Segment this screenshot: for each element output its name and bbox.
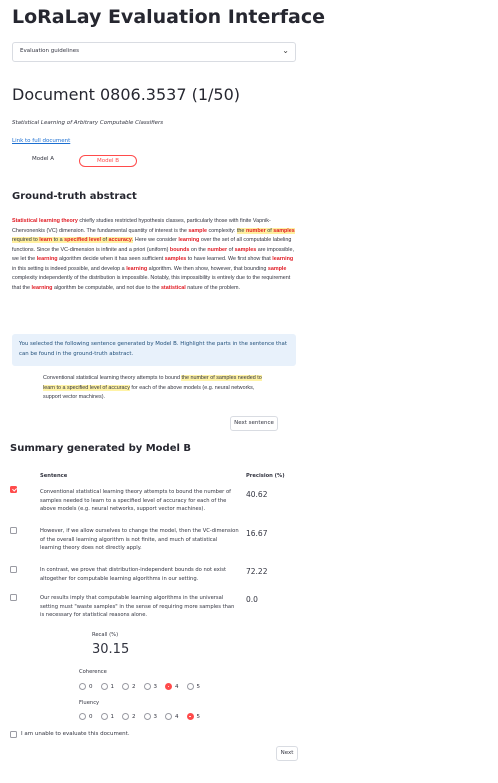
radio-label: 4 xyxy=(175,713,179,720)
radio-label: 1 xyxy=(110,683,114,690)
fluency-option-2[interactable] xyxy=(122,713,136,720)
radio-label: 5 xyxy=(196,683,200,690)
selected-sentence[interactable]: Conventional statistical learning theory attempts to bound the number of samples needed to learn to a specified level of accuracy for each of the above models (e.g. neural networks, support vector machines). xyxy=(43,375,262,401)
unable-label: I am unable to evaluate this document. xyxy=(21,731,130,737)
app-title: LoRaLay Evaluation Interface xyxy=(12,6,325,28)
tab-model-a[interactable]: Model A xyxy=(32,156,55,162)
next-button[interactable]: Next xyxy=(276,746,298,761)
document-heading: Document 0806.3537 (1/50) xyxy=(12,85,240,104)
fluency-option-5[interactable] xyxy=(187,713,201,720)
radio-circle-icon xyxy=(144,713,151,720)
unable-checkbox[interactable] xyxy=(10,731,17,738)
info-text: You selected the following sentence generated by Model B. Highlight the parts in the sentence that can be found in the ground-truth abstract. xyxy=(19,341,287,357)
fluency-option-4[interactable] xyxy=(165,713,179,720)
radio-circle-icon xyxy=(165,683,172,690)
next-sentence-button[interactable]: Next sentence xyxy=(230,416,278,431)
radio-label: 2 xyxy=(132,713,136,720)
guidelines-label: Evaluation guidelines xyxy=(20,48,79,54)
recall-value: 30.15 xyxy=(92,642,130,657)
coherence-option-3[interactable] xyxy=(144,683,158,690)
coherence-option-5[interactable] xyxy=(187,683,201,690)
radio-circle-icon xyxy=(187,683,194,690)
coherence-label: Coherence xyxy=(79,669,107,675)
sentence-text: Our results imply that computable learning algorithms in the universal setting must "waste samples" in the sense of requiring more samples than is necessary for statistical reasons alone. xyxy=(40,595,235,618)
coherence-option-0[interactable] xyxy=(79,683,93,690)
summary-heading: Summary generated by Model B xyxy=(10,443,192,454)
radio-label: 3 xyxy=(153,713,157,720)
radio-circle-icon xyxy=(122,683,129,690)
radio-circle-icon xyxy=(79,713,86,720)
precision-value: 16.67 xyxy=(246,529,268,538)
precision-value: 0.0 xyxy=(246,595,258,604)
radio-label: 5 xyxy=(196,713,200,720)
coherence-radio-group[interactable] xyxy=(79,683,208,690)
radio-circle-icon xyxy=(187,713,194,720)
radio-circle-icon xyxy=(101,713,108,720)
radio-label: 3 xyxy=(153,683,157,690)
coherence-option-4[interactable] xyxy=(165,683,179,690)
fluency-option-1[interactable] xyxy=(101,713,115,720)
sentence-checkbox[interactable] xyxy=(10,486,17,493)
radio-label: 2 xyxy=(132,683,136,690)
precision-value: 72.22 xyxy=(246,567,268,576)
radio-circle-icon xyxy=(79,683,86,690)
sentence-checkbox[interactable] xyxy=(10,594,17,601)
fluency-option-0[interactable] xyxy=(79,713,93,720)
radio-circle-icon xyxy=(144,683,151,690)
column-header-sentence: Sentence xyxy=(40,473,68,479)
column-header-precision: Precision (%) xyxy=(246,473,285,479)
full-document-link[interactable]: Link to full document xyxy=(12,138,71,144)
radio-circle-icon xyxy=(122,713,129,720)
abstract-heading: Ground-truth abstract xyxy=(12,191,137,202)
recall-label: Recall (%) xyxy=(92,632,119,638)
abstract-text: Statistical learning theory chiefly studies restricted hypothesis classes, particularly those with finite Vapnik-Chervonenkis (VC) dimension. The fundamental quantity of interest is the sample complexity: the number of samples required to learn to a specified level of accuracy. Here we consider learning over the set of all computable labeling functions. Since the VC-dimension is infinite and a priori (uniform) bounds on the number of samples are impossible, we let the learning algorithm decide when it has seen sufficient samples to have learned. We first show that learning in this setting is indeed possible, and develop a learning algorithm. We then show, however, that bounding sample complexity independently of the distribution is impossible. Notably, this impossibility is entirely due to the requirement that the learning algorithm be computable, and not due to the statistical nature of the problem. xyxy=(12,218,295,291)
sentence-checkbox[interactable] xyxy=(10,527,17,534)
sentence-text: However, if we allow ourselves to change the model, then the VC-dimension of the overall learning algorithm is not finite, and much of statistical learning theory does not directly apply. xyxy=(40,528,239,551)
sentence-text: In contrast, we prove that distribution-independent bounds do not exist altogether for computable learning algorithms in our setting. xyxy=(40,567,226,582)
precision-value: 40.62 xyxy=(246,490,268,499)
chevron-down-icon: ⌄ xyxy=(282,46,289,55)
coherence-option-1[interactable] xyxy=(101,683,115,690)
sentence-text: Conventional statistical learning theory attempts to bound the number of samples needed to learn to a specified level of accuracy for each of the above models (e.g. neural networks, support vector machines). xyxy=(40,489,231,512)
guidelines-expander[interactable] xyxy=(12,42,296,62)
fluency-option-3[interactable] xyxy=(144,713,158,720)
radio-circle-icon xyxy=(101,683,108,690)
sentence-checkbox[interactable] xyxy=(10,566,17,573)
info-box xyxy=(12,334,296,366)
radio-label: 0 xyxy=(89,683,93,690)
document-subtitle: Statistical Learning of Arbitrary Computable Classifiers xyxy=(12,120,164,126)
coherence-option-2[interactable] xyxy=(122,683,136,690)
fluency-radio-group[interactable] xyxy=(79,713,208,720)
radio-label: 1 xyxy=(110,713,114,720)
radio-label: 0 xyxy=(89,713,93,720)
radio-circle-icon xyxy=(165,713,172,720)
tab-model-b[interactable]: Model B xyxy=(79,155,137,167)
radio-label: 4 xyxy=(175,683,179,690)
fluency-label: Fluency xyxy=(79,700,100,706)
